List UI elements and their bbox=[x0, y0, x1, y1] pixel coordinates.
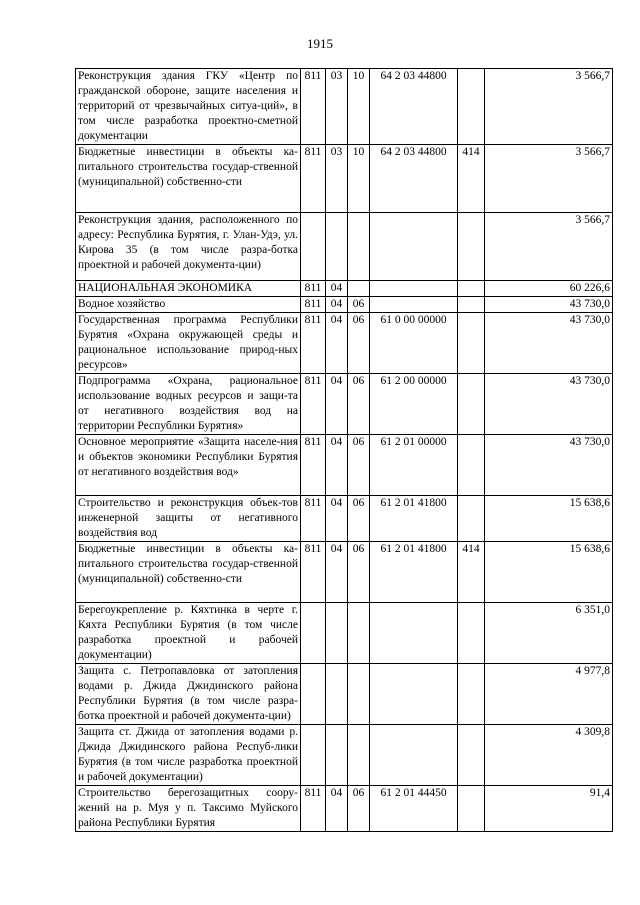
section-code: 04 bbox=[326, 542, 348, 603]
table-row bbox=[76, 435, 613, 496]
subsection-code bbox=[348, 725, 370, 786]
subsection-code: 10 bbox=[348, 145, 370, 213]
section-code: 04 bbox=[326, 297, 348, 313]
table-row bbox=[76, 145, 613, 213]
subsection-code bbox=[348, 603, 370, 664]
amount: 43 730,0 bbox=[485, 313, 613, 374]
expense-type-code bbox=[458, 281, 485, 297]
ministry-code bbox=[301, 725, 326, 786]
ministry-code: 811 bbox=[301, 145, 326, 213]
ministry-code: 811 bbox=[301, 786, 326, 832]
subsection-code bbox=[348, 213, 370, 281]
subsection-code: 06 bbox=[348, 374, 370, 435]
expense-type-code bbox=[458, 374, 485, 435]
section-code: 04 bbox=[326, 435, 348, 496]
section-code: 04 bbox=[326, 374, 348, 435]
target-article-code bbox=[370, 297, 458, 313]
expense-type-code bbox=[458, 786, 485, 832]
table-row bbox=[76, 786, 613, 832]
table-row bbox=[76, 603, 613, 664]
section-code: 04 bbox=[326, 786, 348, 832]
section-code bbox=[326, 603, 348, 664]
expense-type-code bbox=[458, 69, 485, 145]
expense-type-code bbox=[458, 213, 485, 281]
ministry-code bbox=[301, 213, 326, 281]
target-article-code bbox=[370, 664, 458, 725]
table-row bbox=[76, 313, 613, 374]
amount: 43 730,0 bbox=[485, 435, 613, 496]
table-row bbox=[76, 542, 613, 603]
ministry-code: 811 bbox=[301, 374, 326, 435]
target-article-code bbox=[370, 213, 458, 281]
subsection-code: 06 bbox=[348, 313, 370, 374]
expense-type-code: 414 bbox=[458, 542, 485, 603]
row-name: Бюджетные инвестиции в объекты ка-питального строительства государ-ственной (муниципальной) собственно-сти bbox=[76, 542, 301, 603]
ministry-code: 811 bbox=[301, 435, 326, 496]
row-name: Защита ст. Джида от затопления водами р. Джида Джидинского района Респуб-лики Бурятия (в том числе разработка проектной и рабочей документации) bbox=[76, 725, 301, 786]
table-row bbox=[76, 725, 613, 786]
expense-type-code bbox=[458, 313, 485, 374]
section-code: 04 bbox=[326, 313, 348, 374]
expense-type-code bbox=[458, 435, 485, 496]
target-article-code: 61 2 00 00000 bbox=[370, 374, 458, 435]
row-name: Берегоукрепление р. Кяхтинка в черте г. Кяхта Республики Бурятия (в том числе разработка проектной и рабочей документации) bbox=[76, 603, 301, 664]
table-row bbox=[76, 664, 613, 725]
amount: 3 566,7 bbox=[485, 145, 613, 213]
table-row bbox=[76, 297, 613, 313]
section-code: 03 bbox=[326, 69, 348, 145]
subsection-code bbox=[348, 281, 370, 297]
section-code bbox=[326, 725, 348, 786]
ministry-code: 811 bbox=[301, 281, 326, 297]
ministry-code: 811 bbox=[301, 542, 326, 603]
expense-type-code bbox=[458, 496, 485, 542]
target-article-code: 61 2 01 00000 bbox=[370, 435, 458, 496]
ministry-code: 811 bbox=[301, 297, 326, 313]
amount: 15 638,6 bbox=[485, 496, 613, 542]
row-name: Строительство и реконструкция объек-тов инженерной защиты от негативного воздействия вод bbox=[76, 496, 301, 542]
subsection-code: 10 bbox=[348, 69, 370, 145]
amount: 6 351,0 bbox=[485, 603, 613, 664]
section-code: 03 bbox=[326, 145, 348, 213]
expense-type-code: 414 bbox=[458, 145, 485, 213]
row-name: Государственная программа Республики Бурятия «Охрана окружающей среды и рациональное использование природ-ных ресурсов» bbox=[76, 313, 301, 374]
amount: 4 977,8 bbox=[485, 664, 613, 725]
section-code bbox=[326, 664, 348, 725]
ministry-code bbox=[301, 603, 326, 664]
target-article-code: 64 2 03 44800 bbox=[370, 69, 458, 145]
row-name: Подпрограмма «Охрана, рациональное использование водных ресурсов и защи-та от негативного воздействия вод на территории Республики Бурятия» bbox=[76, 374, 301, 435]
table-row bbox=[76, 496, 613, 542]
amount: 60 226,6 bbox=[485, 281, 613, 297]
target-article-code: 64 2 03 44800 bbox=[370, 145, 458, 213]
target-article-code bbox=[370, 725, 458, 786]
row-name: Основное мероприятие «Защита населе-ния и объектов экономики Республики Бурятия от негативного воздействия вод» bbox=[76, 435, 301, 496]
row-name: Защита с. Петропавловка от затопления водами р. Джида Джидинского района Республики Бурятия (в том числе разра-ботка проектной и рабочей документа-ции) bbox=[76, 664, 301, 725]
row-name: Бюджетные инвестиции в объекты ка-питального строительства государ-ственной (муниципальной) собственно-сти bbox=[76, 145, 301, 213]
row-name: НАЦИОНАЛЬНАЯ ЭКОНОМИКА bbox=[76, 281, 301, 297]
expense-type-code bbox=[458, 725, 485, 786]
table-row bbox=[76, 374, 613, 435]
amount: 3 566,7 bbox=[485, 69, 613, 145]
row-name: Водное хозяйство bbox=[76, 297, 301, 313]
ministry-code: 811 bbox=[301, 69, 326, 145]
amount: 3 566,7 bbox=[485, 213, 613, 281]
table-row bbox=[76, 69, 613, 145]
target-article-code bbox=[370, 281, 458, 297]
ministry-code: 811 bbox=[301, 313, 326, 374]
budget-table bbox=[75, 68, 613, 832]
row-name: Реконструкция здания, расположенного по адресу: Республика Бурятия, г. Улан-Удэ, ул. Кирова 35 (в том числе разра-ботка проектной и рабочей документа-ции) bbox=[76, 213, 301, 281]
expense-type-code bbox=[458, 664, 485, 725]
section-code bbox=[326, 213, 348, 281]
amount: 43 730,0 bbox=[485, 297, 613, 313]
row-name: Реконструкция здания ГКУ «Центр по гражданской обороне, защите населения и территорий от чрезвычайных ситуа-ций», в том числе разработка проектно-сметной документации bbox=[76, 69, 301, 145]
amount: 4 309,8 bbox=[485, 725, 613, 786]
target-article-code bbox=[370, 603, 458, 664]
page-number: 1915 bbox=[307, 36, 333, 51]
section-code: 04 bbox=[326, 496, 348, 542]
table-row bbox=[76, 281, 613, 297]
subsection-code: 06 bbox=[348, 542, 370, 603]
subsection-code: 06 bbox=[348, 297, 370, 313]
ministry-code bbox=[301, 664, 326, 725]
amount: 43 730,0 bbox=[485, 374, 613, 435]
target-article-code: 61 2 01 44450 bbox=[370, 786, 458, 832]
amount: 91,4 bbox=[485, 786, 613, 832]
table-row bbox=[76, 213, 613, 281]
ministry-code: 811 bbox=[301, 496, 326, 542]
section-code: 04 bbox=[326, 281, 348, 297]
amount: 15 638,6 bbox=[485, 542, 613, 603]
subsection-code: 06 bbox=[348, 496, 370, 542]
subsection-code bbox=[348, 664, 370, 725]
expense-type-code bbox=[458, 297, 485, 313]
target-article-code: 61 0 00 00000 bbox=[370, 313, 458, 374]
row-name: Строительство берегозащитных соору-жений на р. Муя у п. Таксимо Муйского района Республики Бурятия bbox=[76, 786, 301, 832]
target-article-code: 61 2 01 41800 bbox=[370, 496, 458, 542]
expense-type-code bbox=[458, 603, 485, 664]
subsection-code: 06 bbox=[348, 435, 370, 496]
target-article-code: 61 2 01 41800 bbox=[370, 542, 458, 603]
subsection-code: 06 bbox=[348, 786, 370, 832]
